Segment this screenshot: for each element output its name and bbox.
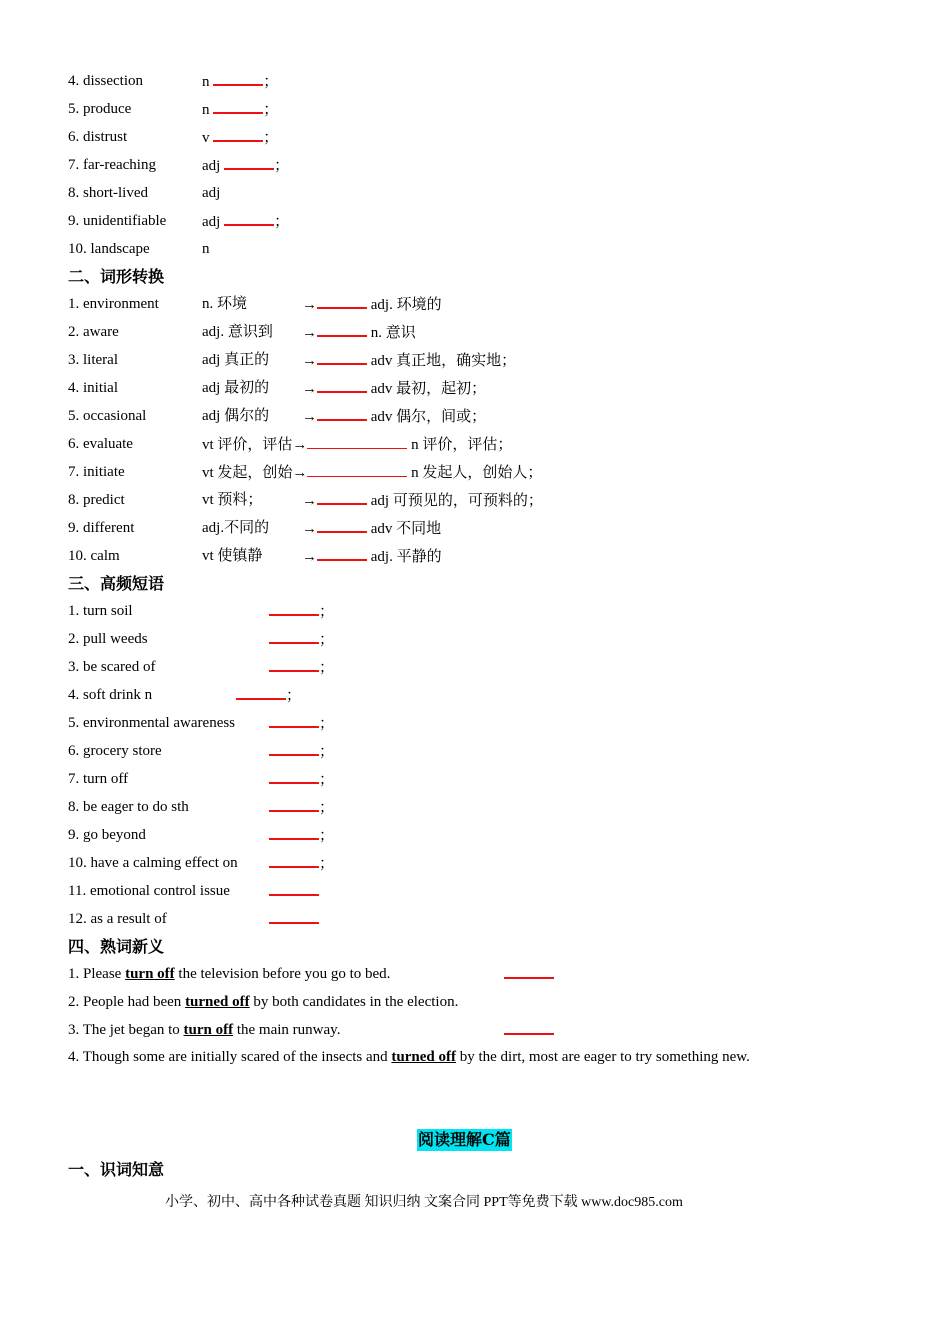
vocab-row: 10. landscape n [68, 241, 210, 257]
reading-title: 阅读理解C篇 [418, 1130, 511, 1149]
phrase-row: 2. pull weeds ； [68, 627, 148, 651]
conversion-row: 3. literal adj 真正的 → adv 真正地，确实地； [68, 348, 118, 372]
key-phrase: turn off [183, 1022, 234, 1038]
conversion-row: 6. evaluate vt 评价，评估→ n 评价，评估； [68, 432, 133, 456]
answer-blank[interactable] [504, 1018, 554, 1035]
vocab-row: 5. produce n ； [68, 97, 131, 121]
answer-blank[interactable] [317, 320, 367, 337]
answer-blank[interactable] [269, 823, 319, 840]
answer-blank[interactable] [269, 627, 319, 644]
phrase-row: 1. turn soil ； [68, 599, 133, 623]
answer-blank[interactable] [236, 683, 286, 700]
answer-blank[interactable] [224, 209, 274, 226]
phrase-row: 9. go beyond ； [68, 823, 146, 847]
sentence-row: 2. People had been turned off by both candidates in the election. [68, 994, 459, 1010]
page-footer: 小学、初中、高中各种试卷真题 知识归纳 文案合同 PPT等免费下载 www.doc985.com [165, 1195, 683, 1210]
conversion-row: 9. different adj.不同的 → adv 不同地 [68, 516, 134, 540]
answer-blank[interactable] [269, 851, 319, 868]
phrase-row: 5. environmental awareness ； [68, 711, 235, 735]
phrase-row: 11. emotional control issue [68, 879, 230, 903]
answer-blank[interactable] [269, 907, 319, 924]
answer-blank[interactable] [269, 879, 319, 896]
answer-blank[interactable] [213, 97, 263, 114]
vocab-row: 9. unidentifiable adj ； [68, 209, 166, 233]
section-heading: 三、高频短语 [68, 574, 165, 593]
section-heading: 一、识词知意 [68, 1160, 165, 1179]
answer-blank[interactable] [213, 69, 263, 86]
answer-blank[interactable] [269, 711, 319, 728]
phrase-row: 8. be eager to do sth ； [68, 795, 189, 819]
conversion-row: 4. initial adj 最初的 → adv 最初，起初； [68, 376, 118, 400]
vocab-row: 8. short-lived adj [68, 185, 221, 201]
phrase-row: 6. grocery store ； [68, 739, 162, 763]
sentence-row: 4. Though some are initially scared of the insects and turned off by the dirt, most are eager to try something new. [68, 1049, 750, 1065]
answer-blank[interactable] [213, 125, 263, 142]
vocab-row: 7. far-reaching adj ； [68, 153, 156, 177]
answer-blank[interactable] [269, 795, 319, 812]
key-phrase: turned off [391, 1049, 456, 1065]
conversion-row: 5. occasional adj 偶尔的 → adv 偶尔，间或； [68, 404, 146, 428]
conversion-row: 7. initiate vt 发起，创始→ n 发起人，创始人； [68, 460, 125, 484]
section-heading: 四、熟词新义 [68, 937, 165, 956]
answer-blank[interactable] [224, 153, 274, 170]
answer-blank[interactable] [307, 460, 407, 477]
phrase-row: 10. have a calming effect on ； [68, 851, 238, 875]
answer-blank[interactable] [269, 739, 319, 756]
section-heading: 二、词形转换 [68, 267, 165, 286]
answer-blank[interactable] [269, 767, 319, 784]
answer-blank[interactable] [317, 488, 367, 505]
answer-blank[interactable] [504, 962, 554, 979]
answer-blank[interactable] [317, 348, 367, 365]
conversion-row: 2. aware adj. 意识到 → n. 意识 [68, 320, 119, 344]
sentence-row: 3. The jet began to turn off the main runway. [68, 1018, 340, 1042]
answer-blank[interactable] [317, 544, 367, 561]
sentence-row: 1. Please turn off the television before you go to bed. [68, 962, 390, 986]
answer-blank[interactable] [317, 376, 367, 393]
phrase-row: 12. as a result of [68, 907, 167, 931]
answer-blank[interactable] [269, 655, 319, 672]
answer-blank[interactable] [307, 432, 407, 449]
answer-blank[interactable] [317, 292, 367, 309]
phrase-row: 7. turn off ； [68, 767, 128, 791]
answer-blank[interactable] [317, 404, 367, 421]
vocab-row: 4. dissection n ； [68, 69, 143, 93]
answer-blank[interactable] [269, 599, 319, 616]
conversion-row: 8. predict vt 预料； → adj 可预见的，可预料的； [68, 488, 125, 512]
vocab-row: 6. distrust v ； [68, 125, 127, 149]
phrase-row: 3. be scared of ； [68, 655, 155, 679]
answer-blank[interactable] [317, 516, 367, 533]
key-phrase: turn off [125, 966, 175, 982]
phrase-row: 4. soft drink n ； [68, 683, 152, 707]
conversion-row: 10. calm vt 使镇静 → adj. 平静的 [68, 544, 120, 568]
conversion-row: 1. environment n. 环境 → adj. 环境的 [68, 292, 159, 316]
key-phrase: turned off [185, 994, 250, 1010]
